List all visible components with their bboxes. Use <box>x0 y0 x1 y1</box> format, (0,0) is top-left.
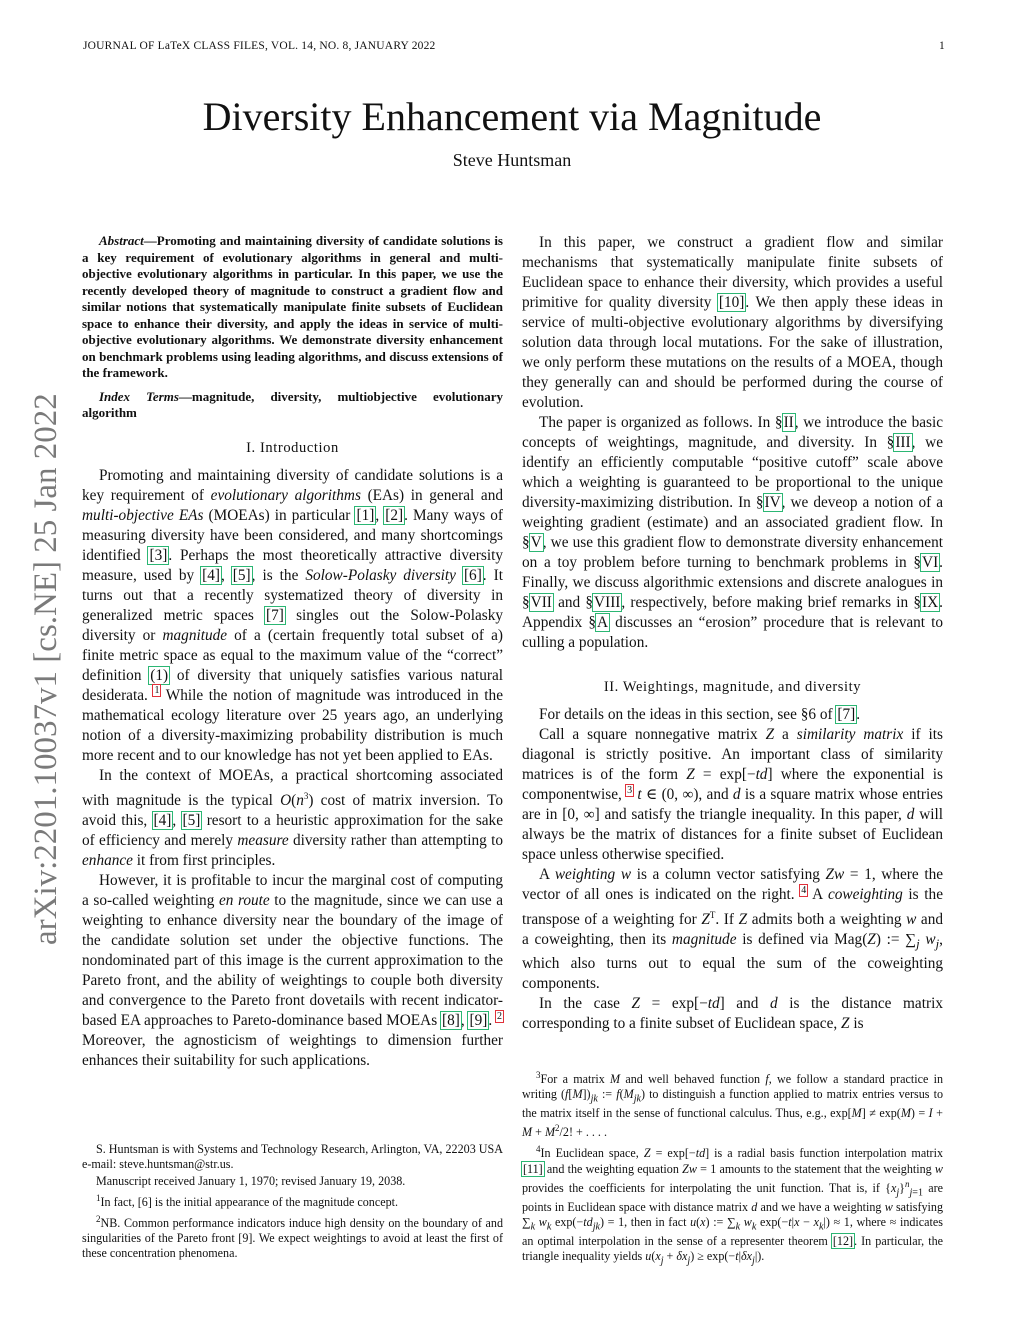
intro-paragraph-3: However, it is profitable to incur the marginal cost of computing a so-called weighting en route to the magnitude, since we can use a weighting to enhance diversity near the boundary of the image of the candidate solution set under the objective functions. The nondominated part of this image is the current approximation to the Pareto front, and the ability of weightings to couple both diversity and convergence to the Pareto front dovetails with recent indicator-based EA approaches to Pareto-dominance based MOEAs [8], [9]. $^2$ Moreover, the agnosticism of weightings to dimension further enhances their suitability for such applications. <box>82 871 504 1069</box>
footnote-4: $^4$In Euclidean space, Z = exp[−td] is a radial basis function interpolation matrix [11] and the weighting equation Zw = 1 amounts to the statement that the weighting w provides the coefficients for interpolating the unit function. That is, if $\{x_j\}^n_{j=1}$ are points in Euclidean space with distance matrix d and we have a weighting w satisfying $\sum_k$ $w_k$ $\exp(-td_{jk}) = 1$, then in fact u(x) := $\sum_k$ $w_k$ $\exp(-t|x - x_k|) \approx 1$, where ≈ indicates an optimal interpolation in the sense of a representer theorem [12]. In particular, the triangle inequality yields $u(x_j + \delta x_j) \ge \exp(-t|\delta x_j|)$. <box>522 1144 943 1267</box>
index-terms <box>82 389 503 422</box>
abstract-text: —Promoting and maintaining diversity of candidate solutions is a key requirement of evolutionary algorithms in general and multi-objective evolutionary algorithms in particular. In this paper, we use the recently developed theory of magnitude to construct a gradient flow and similar notions that systematically manipulate finite subsets of Euclidean space to enhance their diversity, and apply the ideas in service of multi-objective evolutionary algorithms. We demonstrate diversity enhancement on benchmark problems using leading algorithms, and discuss extensions of the framework. <box>82 233 503 380</box>
sec2-paragraph-3: A weighting w is a column vector satisfying Zw = 1, where the vector of all ones is indicated on the right. $^4$ A coweighting is the transpose of a weighting for $Z^T$. If Z admits both a weighting w and a coweighting, then its magnitude is defined via Mag(Z) := $\sum_j$ $w_j$, which also turns out to equal the sum of the coweighting components. <box>522 866 944 993</box>
abstract <box>82 233 503 382</box>
footnote-affiliation: S. Huntsman is with Systems and Technology Research, Arlington, VA, 22203 USA e-mail: steve.huntsman@str.us. <box>82 1142 503 1171</box>
index-terms-label: Index Terms <box>99 388 179 404</box>
author-name: Steve Huntsman <box>452 150 572 170</box>
index-terms-text: —magnitude, diversity, multiobjective evolutionary algorithm <box>82 388 503 420</box>
journal-name: JOURNAL OF LaTeX CLASS FILES, VOL. 14, NO. 8, JANUARY 2022 <box>83 40 436 52</box>
footnote-2: $^2$NB. Common performance indicators induce high density on the boundary of and singularities of the Pareto front [9]. We expect weightings to avoid at least the first of these concentration phenomena. <box>82 1214 503 1261</box>
right-column <box>522 233 943 1034</box>
footnote-1: $^1$In fact, [6] is the initial appearance of the magnitude concept. <box>96 1193 399 1210</box>
running-header <box>83 40 945 52</box>
intro-paragraph-2: In the context of MOEAs, a practical shortcoming associated with magnitude is the typical $O(n^3)$ cost of matrix inversion. To avoid this, [4], [5] resort to a heuristic approximation for the sake of efficiency and merely measure diversity rather than attempting to enhance it from first principles. <box>82 766 504 869</box>
footnote-received: Manuscript received January 1, 1970; revised January 19, 2038. <box>96 1174 406 1188</box>
footnote-3: $^3$For a matrix M and well behaved function f, we follow a standard practice in writing $(f[M])_{jk}$ := $f(M_{jk})$ to distinguish a function applied to matrix entries versus to the matrix itself in the sense of functional calculus. Thus, e.g., $\exp[M] \ne \exp(M) = I + M + M^2/2$! + . . . . <box>522 1070 943 1140</box>
paper-title: Diversity Enhancement via Magnitude <box>202 94 822 139</box>
intro-paragraph-5: The paper is organized as follows. In §II, we introduce the basic concepts of weightings, magnitude, and diversity. In §III, we identify an efficiently computable “positive cutoff” scale above which a weighting is guaranteed to be proportional to the unique diversity-maximizing distribution. In §IV, we deveop a notion of a weighting gradient (estimate) and an associated gradient flow. In §V, we use this gradient flow to demonstrate diversity enhancement on a toy problem before turning to benchmark problems in §VI. Finally, we discuss algorithmic extensions and discrete analogues in §VII and §VIII, respectively, before making brief remarks in §IX. Appendix §A discusses an “erosion” procedure that is relevant to culling a population. <box>522 414 944 651</box>
section-heading-introduction: I. Introduction <box>246 439 339 456</box>
left-column <box>82 233 503 1071</box>
intro-paragraph-4: In this paper, we construct a gradient flow and similar mechanisms that systematically manipulate finite subsets of Euclidean space to enhance their diversity, which provides a useful primitive for quality diversity [10]. We then apply these ideas in service of multi-objective evolutionary algorithms by diversifying solution data through local mutations. For the sake of illustration, we only perform these mutations on the results of a MOEA, though they generally can and should be performed during the course of evolution. <box>522 234 943 411</box>
sec2-paragraph-1: For details on the ideas in this section, see §6 of [7]. <box>539 706 861 723</box>
sec2-paragraph-2: Call a square nonnegative matrix Z a similarity matrix if its diagonal is strictly positive. An important class of similarity matrices is of the form Z = exp[−td] where the exponential is componentwise, $^3$ t ∈ (0, ∞), and d is a square matrix whose entries are in [0, ∞] and satisfy the triangle inequality. In this paper, d will always be the matrix of distances for a finite subset of Euclidean space unless otherwise specified. <box>522 726 943 863</box>
section-heading-weightings: II. Weightings, magnitude, and diversity <box>603 679 862 695</box>
page-number: 1 <box>939 40 945 52</box>
footnotes-right <box>522 1068 943 1271</box>
abstract-label: Abstract <box>99 233 144 248</box>
sec2-paragraph-4: In the case Z = exp[−td] and d is the distance matrix corresponding to a finite subset of Euclidean space, Z is <box>522 995 943 1033</box>
arxiv-stamp: arXiv:2201.10037v1 [cs.NE] 25 Jan 2022 <box>28 393 64 945</box>
intro-paragraph-1: Promoting and maintaining diversity of candidate solutions is a key requirement of evolutionary algorithms (EAs) in general and multi-objective EAs (MOEAs) in particular [1], [2]. Many ways of measuring diversity have been considered, and many shortcomings identified [3]. Perhaps the most theoretically attractive diversity measure, used by [4], [5], is the Solow-Polasky diversity [6]. It turns out that a recently systematized theory of diversity in generalized metric spaces [7] singles out the Solow-Polasky diversity or magnitude of a (certain frequently total subset of a) finite metric space as equal to the maximum value of the “correct” definition (1) of diversity that uniquely satisfies various natural desiderata. $^1$ While the notion of magnitude was introduced in the mathematical ecology literature over 25 years ago, an underlying notion of a diversity-maximizing probability distribution is much more recent and to our knowledge has not yet been applied to EAs. <box>82 466 504 764</box>
footnotes-left <box>82 1142 503 1263</box>
